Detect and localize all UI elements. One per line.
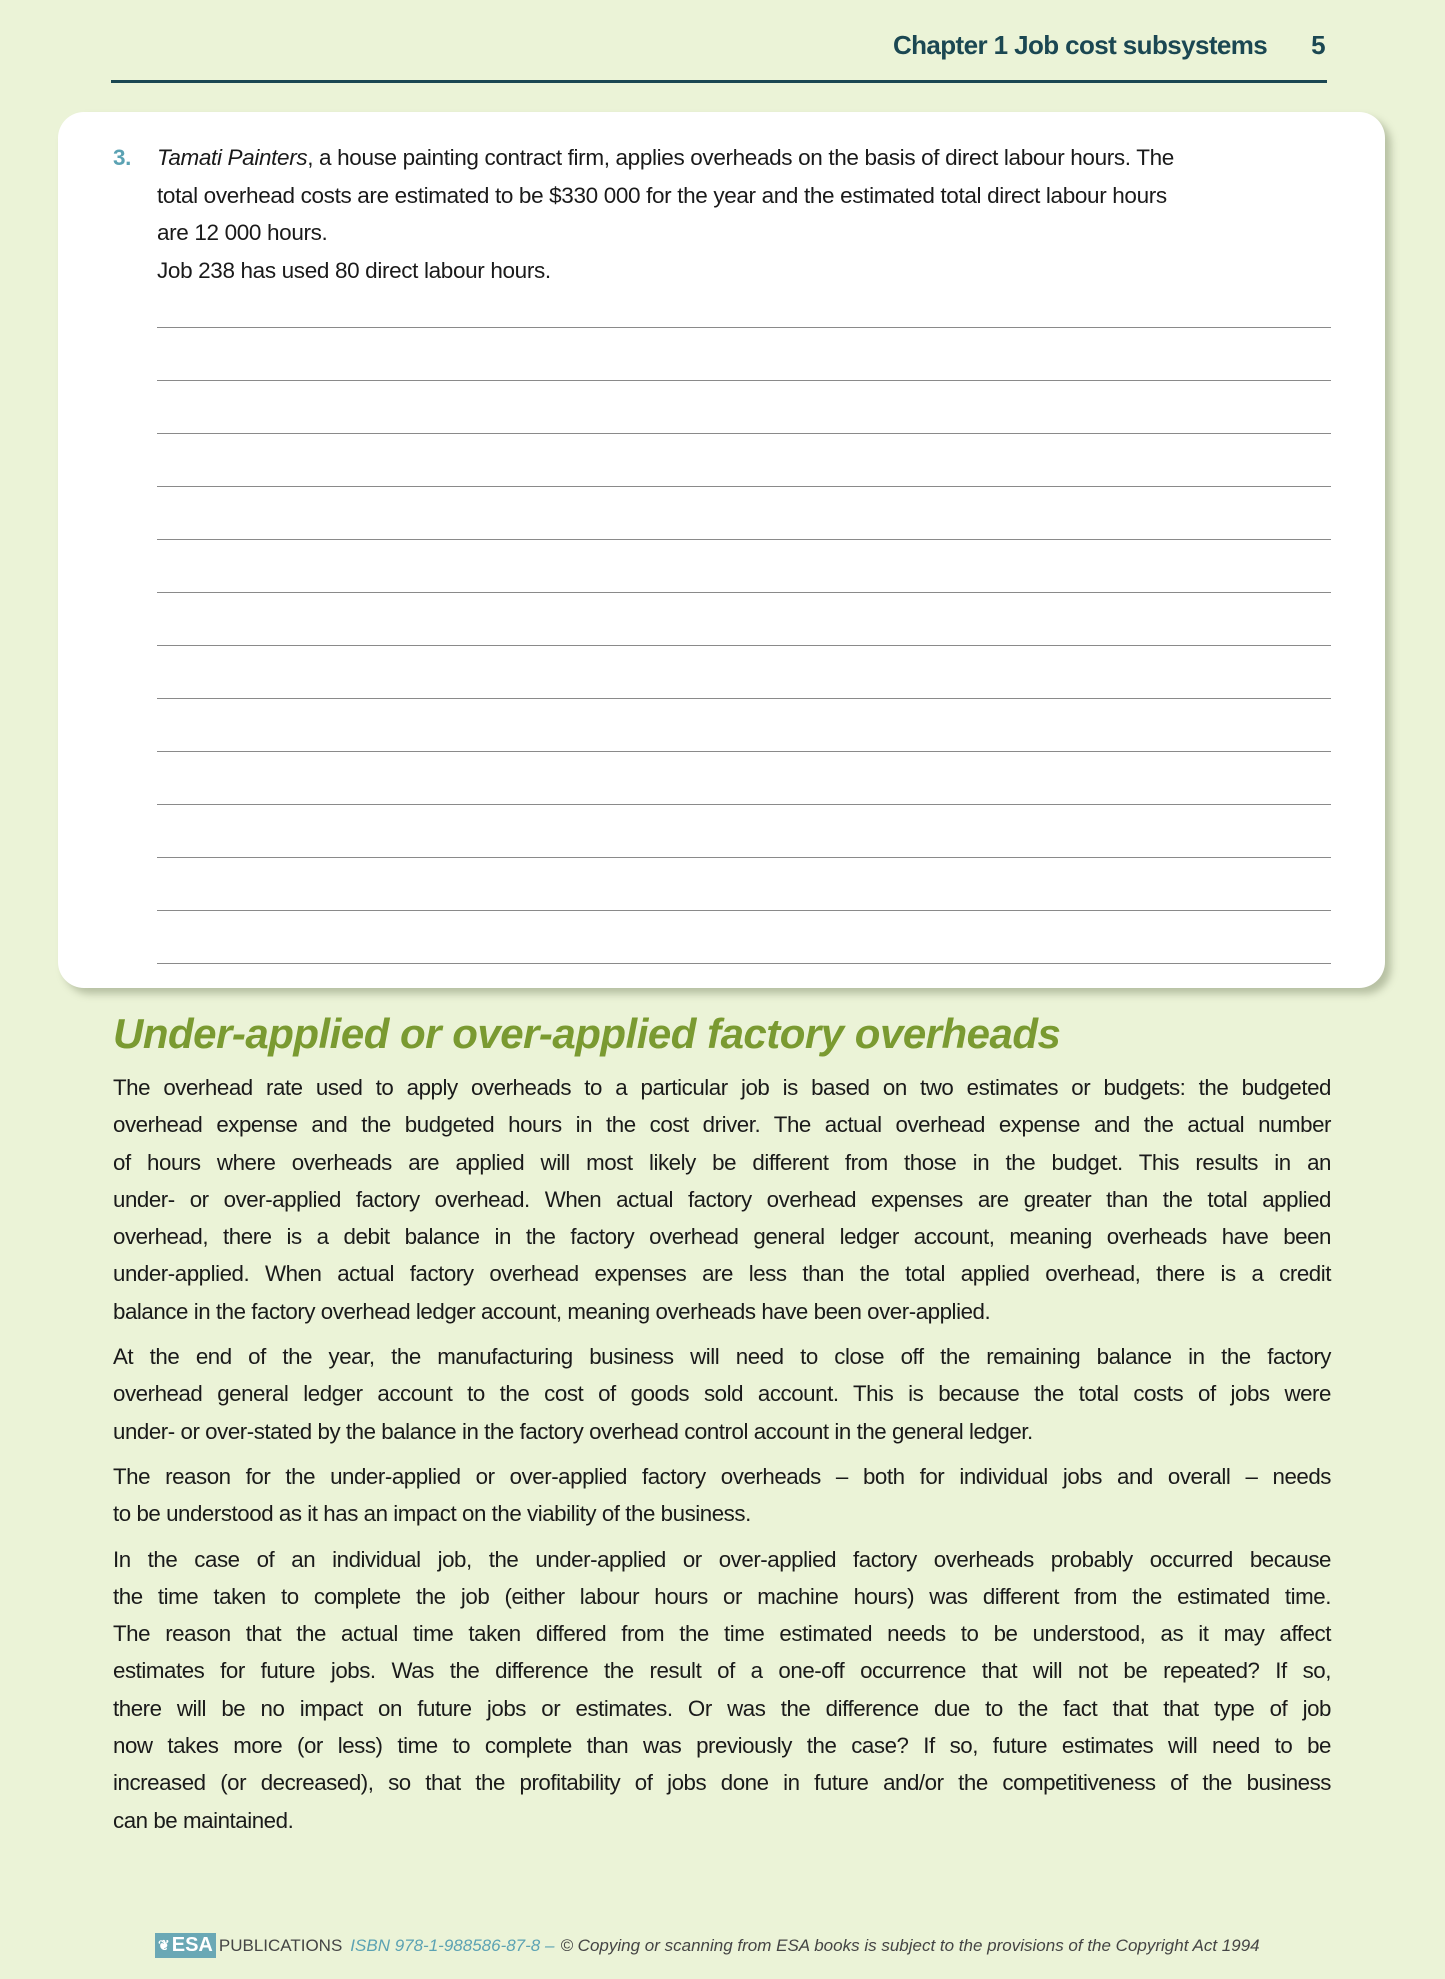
running-header xyxy=(893,30,1325,61)
header-rule xyxy=(111,80,1327,83)
paragraph-line: under- or over-stated by the balance in the factory overhead control account in the general ledger. xyxy=(113,1418,1033,1444)
paragraph-line: under-applied. When actual factory overhead expenses are less than the total applied overhead, there is a credit xyxy=(113,1261,1331,1287)
answer-line[interactable] xyxy=(157,698,1331,699)
question-text xyxy=(157,139,1337,289)
paragraph-line: balance in the factory overhead ledger account, meaning overheads have been over-applied. xyxy=(113,1298,991,1324)
paragraph-line: The reason for the under-applied or over-applied factory overheads – both for individual jobs and overall – needs xyxy=(113,1463,1331,1489)
section-heading: Under-applied or over-applied factory overheads xyxy=(113,1010,1061,1057)
paragraph-line: under- or over-applied factory overhead. When actual factory overhead expenses are greater than the total applied xyxy=(113,1186,1331,1212)
paragraph-line: In the case of an individual job, the under-applied or over-applied factory overheads probably occurred because xyxy=(113,1546,1331,1572)
answer-line[interactable] xyxy=(157,327,1331,328)
paragraph-line: now takes more (or less) time to complete than was previously the case? If so, future estimates will need to be xyxy=(113,1733,1331,1759)
paragraph-line: The reason that the actual time taken differed from the time estimated needs to be understood, as it may affect xyxy=(113,1621,1331,1647)
paragraph xyxy=(113,1069,1331,1330)
paragraph xyxy=(113,1458,1331,1533)
answer-line[interactable] xyxy=(157,645,1331,646)
paragraph-line: The overhead rate used to apply overheads to a particular job is based on two estimates or budgets: the budgeted xyxy=(113,1075,1331,1100)
paragraph xyxy=(113,1338,1331,1450)
copyright-notice: © Copying or scanning from ESA books is subject to the provisions of the Copyright Act 1994 xyxy=(560,1935,1260,1955)
footer xyxy=(155,1933,1260,1958)
answer-line[interactable] xyxy=(157,433,1331,434)
paragraph-line: increased (or decreased), so that the profitability of jobs done in future and/or the competitiveness of the business xyxy=(113,1770,1331,1796)
paragraph-line: overhead general ledger account to the cost of goods sold account. This is because the total costs of jobs were xyxy=(113,1381,1331,1407)
question-number: 3. xyxy=(113,145,132,170)
page-number: 5 xyxy=(1311,30,1325,60)
answer-line[interactable] xyxy=(157,380,1331,381)
paragraph-line: there will be no impact on future jobs or estimates. Or was the difference due to the fact that that type of job xyxy=(113,1695,1331,1721)
paragraph-line: the time taken to complete the job (either labour hours or machine hours) was different from the estimated time. xyxy=(113,1583,1331,1609)
esa-logo xyxy=(155,1933,216,1958)
question-line: Job 238 has used 80 direct labour hours. xyxy=(157,257,551,283)
question-line-text: , a house painting contract firm, applies overheads on the basis of direct labour hours. The xyxy=(307,145,1174,170)
paragraph-line: overhead expense and the budgeted hours in the cost driver. The actual overhead expense and the actual number xyxy=(113,1112,1331,1138)
question-line xyxy=(157,139,1337,177)
paragraph-line: to be understood as it has an impact on the viability of the business. xyxy=(113,1501,751,1527)
paragraph-line: estimates for future jobs. Was the difference the result of a one-off occurrence that will not be repeated? If so, xyxy=(113,1658,1331,1684)
paragraph-line: can be maintained. xyxy=(113,1807,294,1833)
answer-line[interactable] xyxy=(157,592,1331,593)
paragraph-line: overhead, there is a debit balance in the factory overhead general ledger account, meaning overheads have been xyxy=(113,1224,1331,1250)
chapter-title: Chapter 1 Job cost subsystems xyxy=(892,30,1268,60)
paragraph xyxy=(113,1541,1331,1839)
question-line: total overhead costs are estimated to be $330 000 for the year and the estimated total direct labour hours xyxy=(157,182,1167,208)
isbn: ISBN 978-1-988586-87-8 – xyxy=(350,1935,555,1955)
logo-text: ESA xyxy=(171,1934,213,1956)
answer-line[interactable] xyxy=(157,539,1331,540)
answer-line[interactable] xyxy=(157,486,1331,487)
paragraph-line: At the end of the year, the manufacturing business will need to close off the remaining balance in the factory xyxy=(113,1344,1331,1370)
publications-label: PUBLICATIONS xyxy=(218,1935,343,1955)
leaf-icon: ❦ xyxy=(158,1937,170,1953)
firm-name: Tamati Painters xyxy=(157,145,308,170)
question-line: are 12 000 hours. xyxy=(157,220,328,245)
answer-line[interactable] xyxy=(157,910,1331,911)
answer-line[interactable] xyxy=(157,804,1331,805)
paragraph-line: of hours where overheads are applied will most likely be different from those in the budget. This results in an xyxy=(113,1149,1331,1175)
section-body xyxy=(113,1069,1331,1847)
answer-line[interactable] xyxy=(157,963,1331,964)
answer-line[interactable] xyxy=(157,857,1331,858)
answer-line[interactable] xyxy=(157,751,1331,752)
